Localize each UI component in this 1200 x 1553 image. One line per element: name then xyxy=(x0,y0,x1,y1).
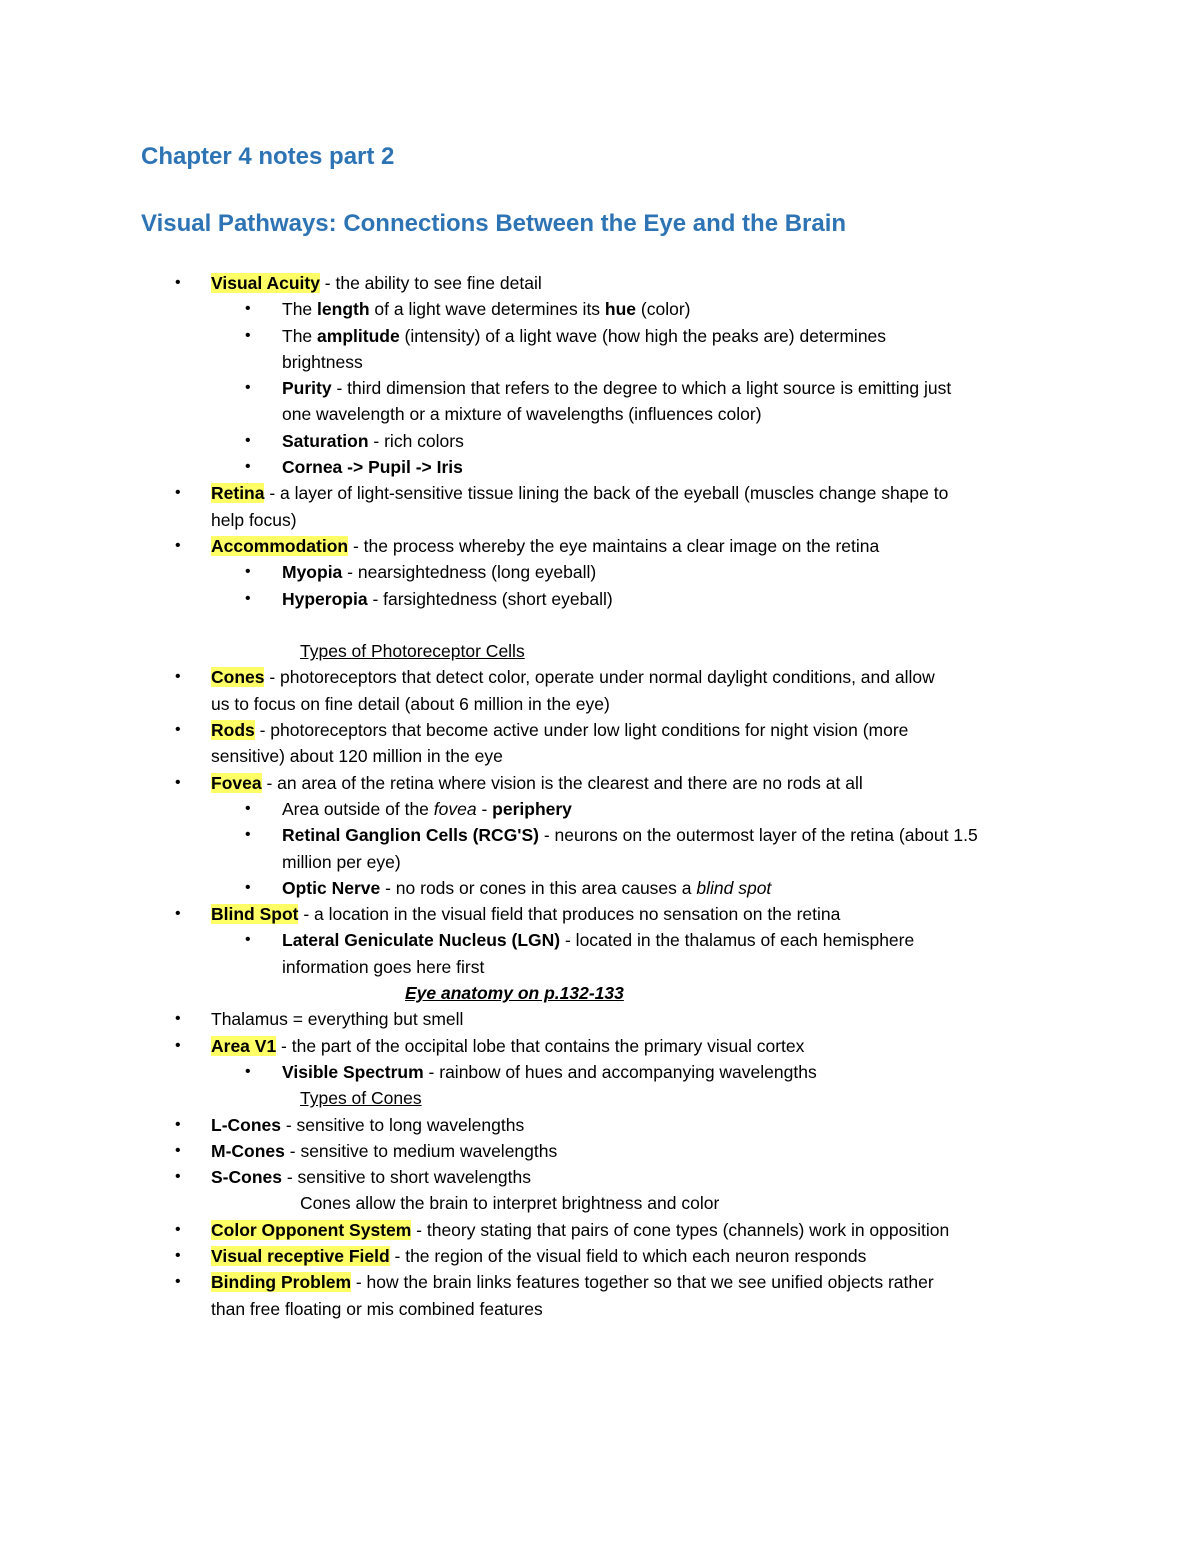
bullet-icon: • xyxy=(245,431,251,449)
term: Cornea -> Pupil -> Iris xyxy=(282,457,463,478)
bullet-icon: • xyxy=(175,274,181,291)
definition: - no rods or cones in this area causes a xyxy=(380,877,697,898)
continuation-line: brightness xyxy=(282,351,363,372)
list-item-area-v1 xyxy=(0,1033,1200,1059)
text: - xyxy=(476,798,493,819)
text: (intensity) of a light wave (how high the peaks are) determines xyxy=(399,325,887,346)
continuation-line: than free floating or mis combined features xyxy=(211,1298,543,1319)
list-item-purity xyxy=(0,375,1200,401)
term: Optic Nerve xyxy=(282,877,381,898)
definition: - the part of the occipital lobe that contains the primary visual cortex xyxy=(276,1035,805,1056)
continuation-line: million per eye) xyxy=(282,851,401,872)
bullet-icon: • xyxy=(175,668,181,686)
definition: - sensitive to medium wavelengths xyxy=(284,1140,558,1161)
subheading-text: Types of Cones xyxy=(300,1088,422,1109)
text: Area outside of the xyxy=(282,798,434,819)
bullet-icon: • xyxy=(175,773,181,791)
term: amplitude xyxy=(317,325,400,346)
term-highlight: Visual Acuity xyxy=(211,273,320,293)
definition: - an area of the retina where vision is the clearest and there are no rods at all xyxy=(261,772,863,793)
list-item-s-cones xyxy=(0,1164,1200,1190)
definition: - sensitive to short wavelengths xyxy=(281,1167,531,1188)
term-highlight: Blind Spot xyxy=(211,904,299,925)
bullet-icon: • xyxy=(245,379,251,397)
bullet-icon: • xyxy=(245,326,251,344)
list-item-accommodation xyxy=(0,533,1200,559)
list-item-rgc xyxy=(0,822,1200,848)
term-highlight: Accommodation xyxy=(211,535,349,556)
list-item-saturation xyxy=(0,428,1200,454)
definition: - photoreceptors that detect color, operate under normal daylight conditions, and allow xyxy=(264,667,935,688)
definition: - theory stating that pairs of cone types (channels) work in opposition xyxy=(411,1219,950,1240)
list-item-rods xyxy=(0,717,1200,743)
bullet-icon: • xyxy=(175,1141,181,1159)
term: Lateral Geniculate Nucleus (LGN) xyxy=(282,930,561,951)
bullet-icon: • xyxy=(245,878,251,896)
list-item-retina xyxy=(0,480,1200,506)
bullet-icon: • xyxy=(175,905,181,923)
bullet-icon: • xyxy=(175,1246,181,1264)
list-item-visible-spectrum xyxy=(0,1059,1200,1085)
list-item-binding-problem xyxy=(0,1269,1200,1295)
list-item-l-cones xyxy=(0,1112,1200,1138)
subheading-photoreceptors xyxy=(0,638,1200,664)
continuation-line: sensitive) about 120 million in the eye xyxy=(211,746,503,767)
term: periphery xyxy=(492,798,572,819)
list-item-length xyxy=(0,296,1200,322)
bullet-icon: • xyxy=(175,484,181,502)
definition: - located in the thalamus of each hemisphere xyxy=(560,930,915,951)
bullet-icon: • xyxy=(245,300,251,318)
definition: - how the brain links features together so that we see unified objects rather xyxy=(351,1272,934,1293)
list-item-color-opponent xyxy=(0,1217,1200,1243)
bullet-icon: • xyxy=(245,1062,251,1080)
text: (color) xyxy=(636,299,691,320)
definition: - nearsightedness (long eyeball) xyxy=(342,562,597,583)
bullet-icon: • xyxy=(245,799,251,817)
term: length xyxy=(317,299,370,320)
term: L-Cones xyxy=(211,1114,281,1135)
bullet-icon: • xyxy=(175,1168,181,1186)
spacer xyxy=(0,612,1200,638)
cones-note: Cones allow the brain to interpret brightness and color xyxy=(300,1193,720,1214)
text: Thalamus = everything but smell xyxy=(211,1009,464,1030)
term-highlight: Binding Problem xyxy=(211,1272,351,1293)
bullet-icon: • xyxy=(245,826,251,844)
term-highlight: Cones xyxy=(211,667,265,688)
list-item-blind-spot xyxy=(0,901,1200,927)
subheading-text: Types of Photoreceptor Cells xyxy=(300,641,525,662)
definition: - sensitive to long wavelengths xyxy=(281,1114,525,1135)
term-highlight: Rods xyxy=(211,720,255,741)
continuation-line: information goes here first xyxy=(282,956,485,977)
term: M-Cones xyxy=(211,1140,285,1161)
list-item-cones xyxy=(0,664,1200,690)
bullet-icon: • xyxy=(175,536,181,554)
definition: - rainbow of hues and accompanying wavelengths xyxy=(423,1061,817,1082)
subheading-cones xyxy=(0,1085,1200,1111)
definition: - a location in the visual field that produces no sensation on the retina xyxy=(298,904,841,925)
bullet-icon: • xyxy=(175,1220,181,1238)
text: of a light wave determines its xyxy=(369,299,605,320)
definition: - the ability to see fine detail xyxy=(319,273,542,293)
term-highlight: Color Opponent System xyxy=(211,1219,412,1240)
list-item-periphery xyxy=(0,796,1200,822)
italic-text: fovea xyxy=(433,798,477,819)
list-item-m-cones xyxy=(0,1138,1200,1164)
bullet-icon: • xyxy=(245,563,251,581)
list-item-amplitude xyxy=(0,323,1200,349)
term: Visible Spectrum xyxy=(282,1061,424,1082)
section-heading: Visual Pathways: Connections Between the Eye and the Brain xyxy=(141,210,847,237)
list-item-fovea xyxy=(0,770,1200,796)
reference-text: Eye anatomy on p.132-133 xyxy=(405,983,624,1004)
term-highlight: Retina xyxy=(211,483,265,504)
definition: - third dimension that refers to the degree to which a light source is emitting just xyxy=(331,378,952,399)
eye-anatomy-reference xyxy=(0,980,1200,1006)
term-highlight: Visual receptive Field xyxy=(211,1245,390,1266)
bullet-icon: • xyxy=(245,931,251,949)
italic-text: blind spot xyxy=(696,877,772,898)
definition: - rich colors xyxy=(368,430,464,451)
list-item-cornea xyxy=(0,454,1200,480)
text: The xyxy=(282,325,318,346)
definition: - a layer of light-sensitive tissue lining the back of the eyeball (muscles change shape to xyxy=(264,483,949,504)
text: The xyxy=(282,299,318,320)
term: Hyperopia xyxy=(282,588,368,609)
definition: - photoreceptors that become active under low light conditions for night vision (more xyxy=(254,720,909,741)
bullet-icon: • xyxy=(175,1273,181,1291)
continuation-line: help focus) xyxy=(211,509,297,530)
notes-list xyxy=(0,270,1200,1322)
continuation-line: one wavelength or a mixture of wavelengths (influences color) xyxy=(282,404,762,425)
term-highlight: Area V1 xyxy=(211,1035,277,1056)
definition: - neurons on the outermost layer of the retina (about 1.5 xyxy=(538,825,978,846)
bullet-icon: • xyxy=(245,589,251,607)
list-item-hyperopia xyxy=(0,586,1200,612)
term: Retinal Ganglion Cells (RCG'S) xyxy=(282,825,539,846)
bullet-icon: • xyxy=(245,458,251,476)
list-item-optic-nerve xyxy=(0,875,1200,901)
bullet-icon: • xyxy=(175,1010,181,1028)
term: S-Cones xyxy=(211,1167,282,1188)
bullet-icon: • xyxy=(175,1036,181,1054)
page-title: Chapter 4 notes part 2 xyxy=(141,143,395,170)
term: Myopia xyxy=(282,562,343,583)
definition: - the process whereby the eye maintains a clear image on the retina xyxy=(348,535,880,556)
definition: - farsightedness (short eyeball) xyxy=(367,588,613,609)
term: Saturation xyxy=(282,430,369,451)
term: Purity xyxy=(282,378,332,399)
bullet-icon: • xyxy=(175,721,181,739)
bullet-icon: • xyxy=(175,1115,181,1133)
definition: - the region of the visual field to which each neuron responds xyxy=(389,1245,867,1266)
list-item-thalamus xyxy=(0,1006,1200,1032)
list-item-myopia xyxy=(0,559,1200,585)
list-item-receptive-field xyxy=(0,1243,1200,1269)
term: hue xyxy=(604,299,637,320)
list-item-lgn xyxy=(0,927,1200,953)
list-item-visual-acuity xyxy=(0,270,1200,296)
term-highlight: Fovea xyxy=(211,772,262,793)
continuation-line: us to focus on fine detail (about 6 million in the eye) xyxy=(211,693,610,714)
